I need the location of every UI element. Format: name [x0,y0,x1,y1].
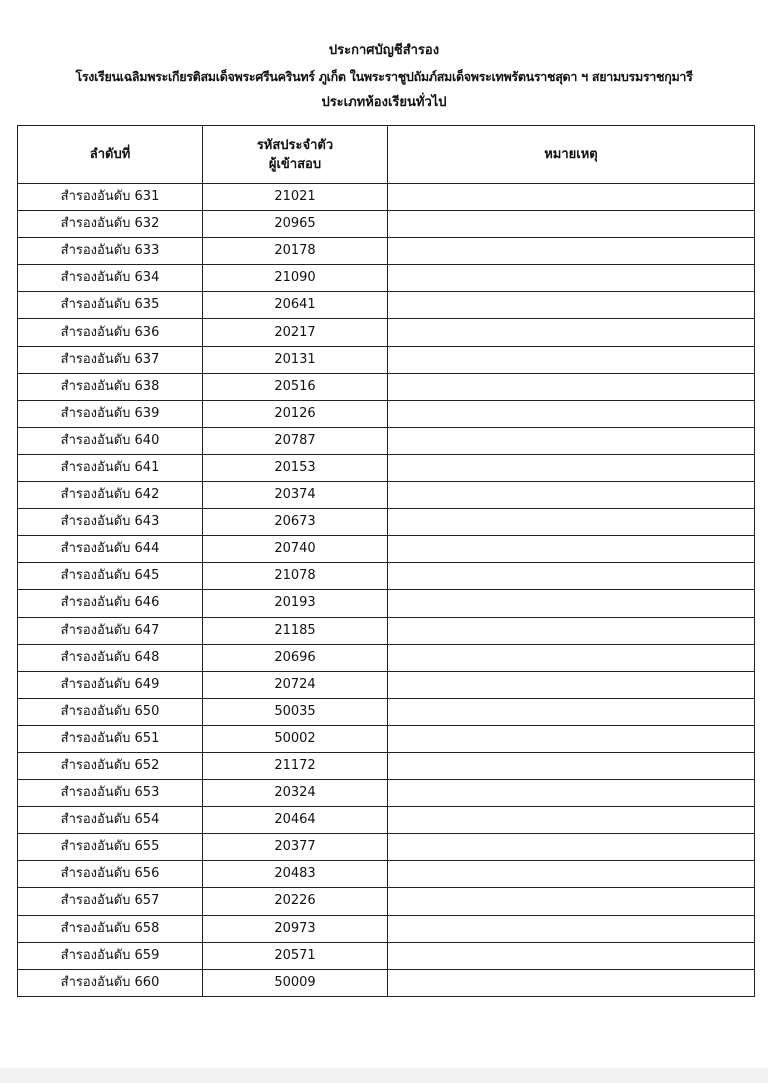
exam-code-cell: 50009 [203,969,388,996]
rank-column-header: ลำดับที่ [18,126,203,184]
rank-cell: สำรองอันดับ 648 [18,644,203,671]
rank-cell: สำรองอันดับ 642 [18,482,203,509]
remark-cell [388,644,755,671]
rank-cell: สำรองอันดับ 640 [18,427,203,454]
rank-cell: สำรองอันดับ 654 [18,807,203,834]
rank-cell: สำรองอันดับ 658 [18,915,203,942]
table-row [18,536,755,563]
rank-cell: สำรองอันดับ 652 [18,752,203,779]
table-row [18,888,755,915]
exam-code-cell: 20696 [203,644,388,671]
rank-cell: สำรองอันดับ 651 [18,725,203,752]
rank-cell: สำรองอันดับ 637 [18,346,203,373]
school-name: โรงเรียนเฉลิมพระเกียรติสมเด็จพระศรีนครินทร์ ภูเก็ต ในพระราชูปถัมภ์สมเด็จพระเทพรัตนราชสุดา ฯ สยามบรมราชกุมารี [75,69,693,84]
remark-cell [388,265,755,292]
remark-cell [388,536,755,563]
exam-code-cell: 21090 [203,265,388,292]
table-row [18,834,755,861]
exam-code-cell: 20126 [203,400,388,427]
rank-cell: สำรองอันดับ 649 [18,671,203,698]
table-header-row [18,126,755,184]
exam-code-cell: 20464 [203,807,388,834]
rank-cell: สำรองอันดับ 643 [18,509,203,536]
table-row [18,400,755,427]
remark-cell [388,888,755,915]
reserve-list-table [17,125,755,997]
exam-code-cell: 20131 [203,346,388,373]
remark-cell [388,211,755,238]
rank-cell: สำรองอันดับ 645 [18,563,203,590]
exam-code-cell: 20483 [203,861,388,888]
remark-cell [388,346,755,373]
remark-cell [388,671,755,698]
remark-cell [388,184,755,211]
rank-cell: สำรองอันดับ 631 [18,184,203,211]
table-row [18,671,755,698]
table-row [18,292,755,319]
remark-cell [388,590,755,617]
exam-code-cell: 21172 [203,752,388,779]
table-row [18,942,755,969]
remark-cell [388,915,755,942]
rank-cell: สำรองอันดับ 644 [18,536,203,563]
exam-code-cell: 50035 [203,698,388,725]
table-row [18,915,755,942]
remark-cell [388,319,755,346]
remark-cell [388,509,755,536]
scan-bottom-edge [0,1068,768,1083]
class-category: ประเภทห้องเรียนทั่วไป [321,95,447,110]
table-row [18,454,755,481]
exam-code-cell: 20374 [203,482,388,509]
rank-cell: สำรองอันดับ 641 [18,454,203,481]
table-row [18,265,755,292]
table-row [18,861,755,888]
exam-code-cell: 20740 [203,536,388,563]
exam-code-cell: 20226 [203,888,388,915]
table-row [18,482,755,509]
remark-cell [388,563,755,590]
exam-code-cell: 20377 [203,834,388,861]
remark-cell [388,400,755,427]
document-header [0,38,768,116]
table-row [18,644,755,671]
rank-cell: สำรองอันดับ 639 [18,400,203,427]
remark-cell [388,780,755,807]
remark-cell [388,752,755,779]
exam-code-cell: 20193 [203,590,388,617]
exam-code-cell: 50002 [203,725,388,752]
remark-column-header: หมายเหตุ [388,126,755,184]
table-row [18,752,755,779]
remark-cell [388,482,755,509]
remark-cell [388,834,755,861]
rank-cell: สำรองอันดับ 653 [18,780,203,807]
exam-code-cell: 20973 [203,915,388,942]
rank-cell: สำรองอันดับ 657 [18,888,203,915]
document-title: ประกาศบัญชีสำรอง [328,43,440,58]
rank-cell: สำรองอันดับ 659 [18,942,203,969]
exam-code-cell: 20153 [203,454,388,481]
exam-code-cell: 20217 [203,319,388,346]
table-row [18,373,755,400]
table-row [18,184,755,211]
rank-cell: สำรองอันดับ 650 [18,698,203,725]
rank-cell: สำรองอันดับ 646 [18,590,203,617]
table-row [18,969,755,996]
table-row [18,346,755,373]
table-row [18,238,755,265]
table-row [18,617,755,644]
rank-cell: สำรองอันดับ 635 [18,292,203,319]
table-row [18,807,755,834]
exam-code-header-line2: ผู้เข้าสอบ [268,156,322,172]
exam-code-cell: 20641 [203,292,388,319]
exam-code-cell: 20324 [203,780,388,807]
remark-cell [388,454,755,481]
exam-code-cell: 20178 [203,238,388,265]
remark-cell [388,698,755,725]
rank-cell: สำรองอันดับ 633 [18,238,203,265]
exam-code-column-header [203,126,388,184]
exam-code-cell: 20965 [203,211,388,238]
table-row [18,509,755,536]
remark-cell [388,725,755,752]
rank-cell: สำรองอันดับ 656 [18,861,203,888]
table-row [18,319,755,346]
rank-cell: สำรองอันดับ 638 [18,373,203,400]
exam-code-header-line1: รหัสประจำตัว [256,137,334,153]
remark-cell [388,427,755,454]
exam-code-cell: 20724 [203,671,388,698]
rank-cell: สำรองอันดับ 634 [18,265,203,292]
rank-cell: สำรองอันดับ 660 [18,969,203,996]
exam-code-cell: 21021 [203,184,388,211]
exam-code-cell: 20516 [203,373,388,400]
table-row [18,590,755,617]
exam-code-cell: 21078 [203,563,388,590]
exam-code-cell: 21185 [203,617,388,644]
remark-cell [388,238,755,265]
rank-cell: สำรองอันดับ 632 [18,211,203,238]
remark-cell [388,861,755,888]
remark-cell [388,292,755,319]
table-row [18,563,755,590]
remark-cell [388,373,755,400]
remark-cell [388,942,755,969]
remark-cell [388,807,755,834]
rank-cell: สำรองอันดับ 647 [18,617,203,644]
exam-code-cell: 20787 [203,427,388,454]
table-row [18,427,755,454]
exam-code-cell: 20673 [203,509,388,536]
table-row [18,698,755,725]
remark-cell [388,617,755,644]
table-row [18,211,755,238]
exam-code-cell: 20571 [203,942,388,969]
rank-cell: สำรองอันดับ 636 [18,319,203,346]
table-row [18,725,755,752]
rank-cell: สำรองอันดับ 655 [18,834,203,861]
table-row [18,780,755,807]
remark-cell [388,969,755,996]
